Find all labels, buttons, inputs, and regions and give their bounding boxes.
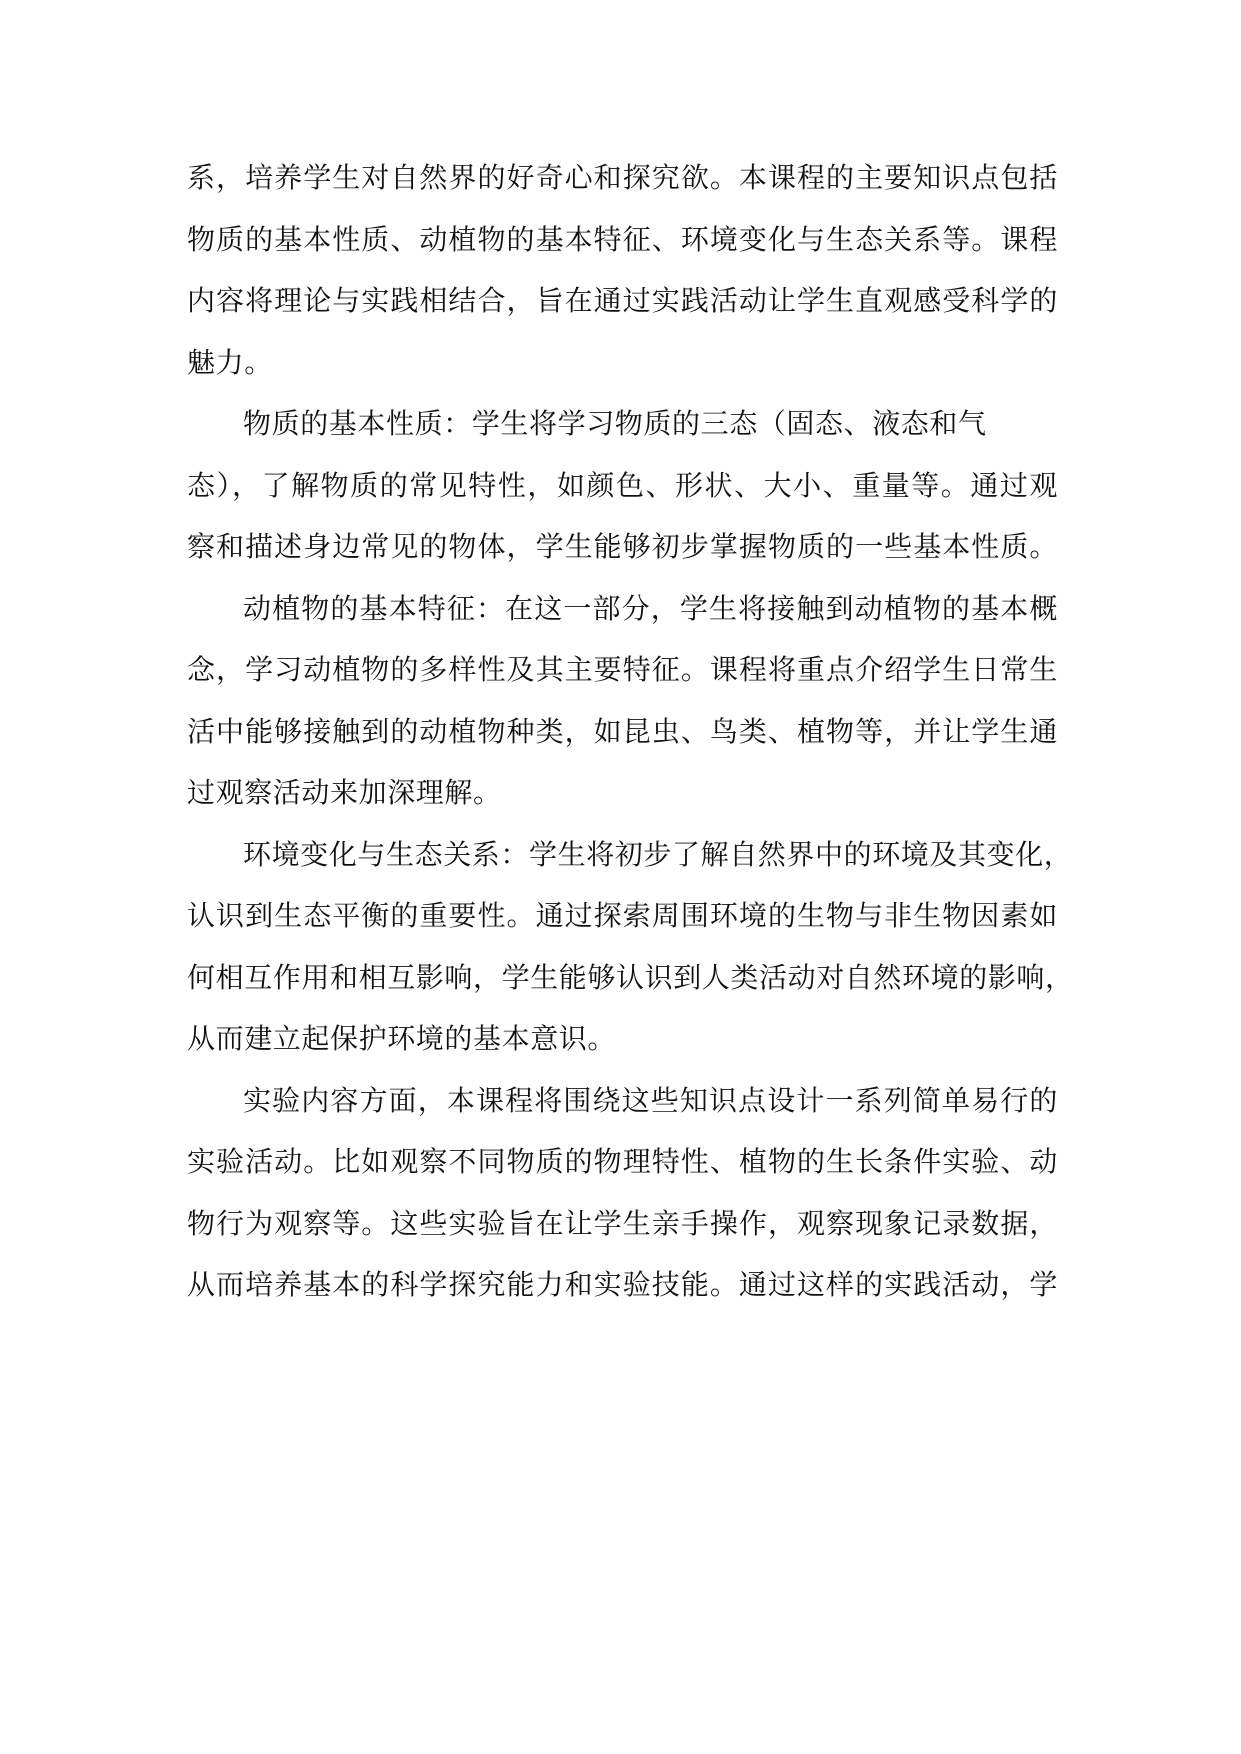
paragraph-1-line-3: 内容将理论与实践相结合，旨在通过实践活动让学生直观感受科学的 — [187, 284, 1058, 317]
paragraph-3-line-3: 活中能够接触到的动植物种类，如昆虫、鸟类、植物等，并让学生通 — [187, 714, 1058, 748]
paragraph-3-line-1: 动植物的基本特征：在这一部分，学生将接触到动植物的基本概 — [243, 591, 1058, 625]
paragraph-4-line-2: 认识到生态平衡的重要性。通过探索周围环境的生物与非生物因素如 — [187, 899, 1058, 932]
paragraph-3-line-2: 念，学习动植物的多样性及其主要特征。课程将重点介绍学生日常生 — [187, 653, 1058, 686]
paragraph-5-line-3: 物行为观察等。这些实验旨在让学生亲手操作，观察现象记录数据， — [187, 1206, 1058, 1240]
paragraph-5-line-2: 实验活动。比如观察不同物质的物理特性、植物的生长条件实验、动 — [187, 1145, 1058, 1178]
paragraph-4-line-4: 从而建立起保护环境的基本意识。 — [187, 1022, 617, 1055]
paragraph-1-line-4: 魅力。 — [187, 345, 273, 379]
paragraph-4-line-3: 何相互作用和相互影响，学生能够认识到人类活动对自然环境的影响， — [187, 960, 1074, 994]
document-body — [187, 147, 1074, 1316]
paragraph-1-line-1: 系，培养学生对自然界的好奇心和探究欲。本课程的主要知识点包括 — [187, 161, 1058, 194]
paragraph-1-line-2: 物质的基本性质、动植物的基本特征、环境变化与生态关系等。课程 — [187, 222, 1058, 256]
paragraph-2-line-3: 察和描述身边常见的物体，学生能够初步掌握物质的一些基本性质。 — [187, 530, 1058, 563]
paragraph-3-line-4: 过观察活动来加深理解。 — [187, 776, 502, 809]
paragraph-5-line-1: 实验内容方面，本课程将围绕这些知识点设计一系列简单易行的 — [243, 1083, 1058, 1117]
paragraph-5-line-4: 从而培养基本的科学探究能力和实验技能。通过这样的实践活动，学 — [187, 1268, 1058, 1301]
paragraph-2-line-2: 态），了解物质的常见特性，如颜色、形状、大小、重量等。通过观 — [187, 468, 1058, 502]
paragraph-2-line-1: 物质的基本性质：学生将学习物质的三态（固态、液态和气 — [243, 407, 987, 440]
paragraph-4-line-1: 环境变化与生态关系：学生将初步了解自然界中的环境及其变化， — [243, 837, 1073, 871]
